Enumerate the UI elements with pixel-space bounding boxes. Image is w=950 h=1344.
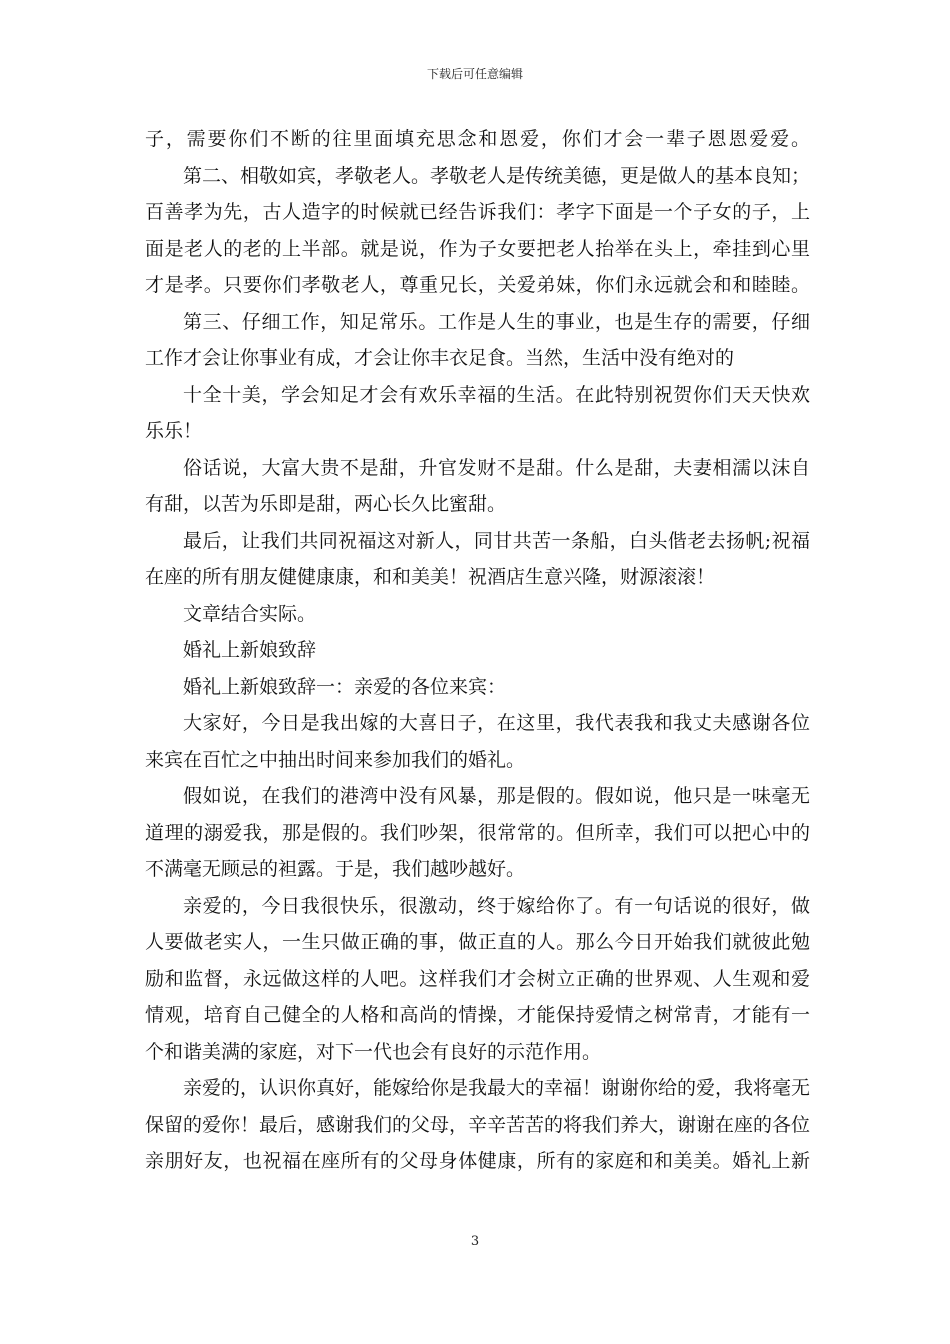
text-line: 情观，培育自己健全的人格和高尚的情操，才能保持爱情之树常青，才能有一 <box>145 1004 810 1026</box>
text-line: 不满毫无顾忌的袒露。于是，我们越吵越好。 <box>145 858 526 880</box>
text-line: 第二、相敬如宾，孝敬老人。孝敬老人是传统美德，更是做人的基本良知； <box>183 164 811 187</box>
text-line: 面是老人的老的上半部。就是说，作为子女要把老人抬举在头上，牵挂到心里 <box>145 237 810 260</box>
text-line: 在座的所有朋友健健康康，和和美美！祝酒店生意兴隆，财源滚滚！ <box>145 566 716 588</box>
section-heading: 婚礼上新娘致辞 <box>183 639 317 661</box>
text-line: 励和监督，永远做这样的人吧。这样我们才会树立正确的世界观、人生观和爱 <box>145 967 810 990</box>
page-number: 3 <box>470 1234 480 1249</box>
text-line: 亲朋好友，也祝福在座所有的父母身体健康，所有的家庭和和美美。婚礼上新 <box>145 1150 810 1172</box>
text-line: 人要做老实人，一生只做正确的事，做正直的人。那么今日开始我们就彼此勉 <box>145 931 810 953</box>
page-header: 下载后可任意编辑 <box>426 67 523 81</box>
text-line: 工作才会让你事业有成，才会让你丰衣足食。当然，生活中没有绝对的 <box>145 347 735 369</box>
text-line: 大家好，今日是我出嫁的大喜日子，在这里，我代表我和我丈夫感谢各位 <box>183 712 810 734</box>
text-line: 亲爱的，认识你真好，能嫁给你是我最大的幸福！谢谢你给的爱，我将毫无 <box>183 1077 811 1099</box>
text-line: 最后，让我们共同祝福这对新人，同甘共苦一条船，白头偕老去扬帆;祝福 <box>183 529 810 552</box>
text-line: 子，需要你们不断的往里面填充思念和恩爱，你们才会一辈子恩恩爱爱。 <box>145 128 810 150</box>
text-line: 来宾在百忙之中抽出时间来参加我们的婚礼。 <box>145 748 526 771</box>
text-line: 才是孝。只要你们孝敬老人，尊重兄长，关爱弟妹，你们永远就会和和睦睦。 <box>145 274 810 296</box>
text-line: 婚礼上新娘致辞一：亲爱的各位来宾： <box>183 675 507 698</box>
text-line: 亲爱的，今日我很快乐，很激动，终于嫁给你了。有一句话说的很好，做 <box>183 894 810 917</box>
text-line: 十全十美，学会知足才会有欢乐幸福的生活。在此特别祝贺你们天天快欢 <box>183 383 810 406</box>
text-line: 第三、仔细工作，知足常乐。工作是人生的事业，也是生存的需要，仔细 <box>183 310 810 333</box>
text-line: 假如说，在我们的港湾中没有风暴，那是假的。假如说，他只是一味毫无 <box>183 785 810 807</box>
text-line: 文章结合实际。 <box>183 602 317 625</box>
text-line: 有甜，以苦为乐即是甜，两心长久比蜜甜。 <box>145 493 507 515</box>
document-body <box>145 121 810 1180</box>
text-line: 个和谐美满的家庭，对下一代也会有良好的示范作用。 <box>145 1040 602 1063</box>
text-line: 百善孝为先，古人造字的时候就已经告诉我们：孝字下面是一个子女的子，上 <box>145 201 810 223</box>
text-line: 道理的溺爱我，那是假的。我们吵架，很常常的。但所幸，我们可以把心中的 <box>145 821 810 844</box>
text-line: 乐乐！ <box>145 420 203 442</box>
text-line: 俗话说，大富大贵不是甜，升官发财不是甜。什么是甜，夫妻相濡以沫自 <box>183 456 810 479</box>
text-line: 保留的爱你！最后，感谢我们的父母，辛辛苦苦的将我们养大，谢谢在座的各位 <box>145 1113 811 1136</box>
